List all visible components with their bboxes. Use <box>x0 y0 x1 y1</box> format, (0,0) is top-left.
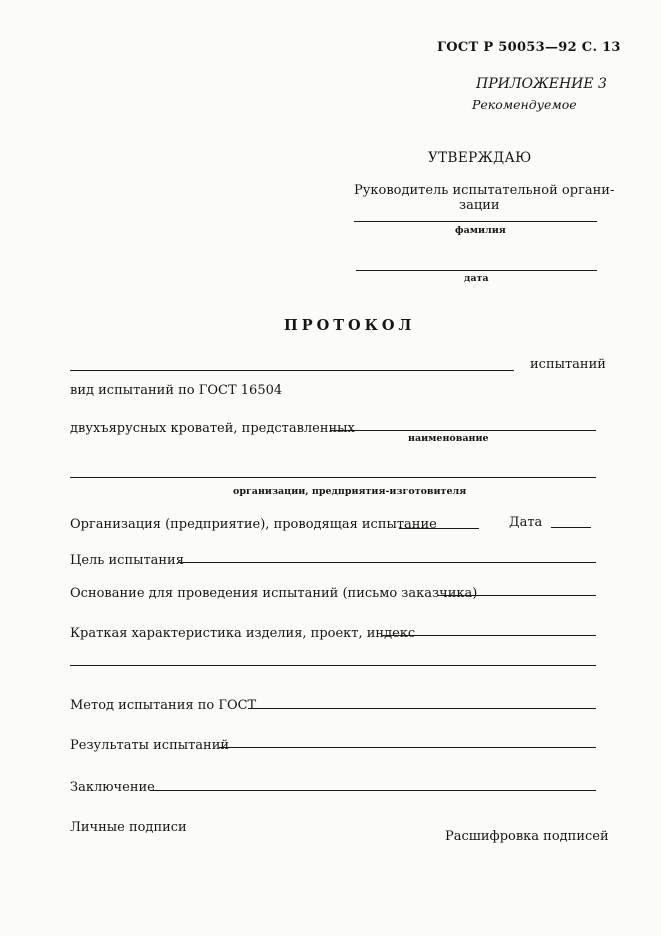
date-label: Дата <box>509 515 543 530</box>
test-date-line[interactable] <box>551 527 591 528</box>
results-line[interactable] <box>219 747 596 748</box>
conclusion-label: Заключение <box>70 780 155 795</box>
surname-caption: фамилия <box>455 225 506 236</box>
recommended-label: Рекомендуемое <box>472 97 577 112</box>
results-label: Результаты испытаний <box>70 738 230 753</box>
protocol-title: ПРОТОКОЛ <box>284 317 416 334</box>
head-title-line1: Руководитель испытательной органи- <box>354 183 615 198</box>
beds-label: двухъярусных кроватей, представленных <box>70 421 355 436</box>
basis-line[interactable] <box>438 595 596 596</box>
standard-number: ГОСТ Р 50053—92 С. 13 <box>437 40 621 55</box>
signatures-label: Личные подписи <box>70 820 187 835</box>
characteristics-label: Краткая характеристика изделия, проект, индекс <box>70 626 416 641</box>
method-line[interactable] <box>248 708 596 709</box>
purpose-label: Цель испытания <box>70 553 184 568</box>
signature-decoding-label: Расшифровка подписей <box>445 829 609 844</box>
name-caption: наименование <box>408 433 489 444</box>
organization-caption: организации, предприятия-изготовителя <box>233 486 467 497</box>
tests-blank-line[interactable] <box>70 370 514 371</box>
head-title-line2: зации <box>459 198 500 213</box>
conducting-org-line[interactable] <box>399 528 479 529</box>
surname-line[interactable] <box>354 221 597 222</box>
product-name-line[interactable] <box>330 430 596 431</box>
date-caption: дата <box>464 273 489 284</box>
approve-heading: УТВЕРЖДАЮ <box>428 150 532 166</box>
tests-word: испытаний <box>530 357 606 372</box>
characteristics-line-2[interactable] <box>70 665 596 666</box>
conducting-org-label: Организация (предприятие), проводящая испытание <box>70 517 437 532</box>
test-type-label: вид испытаний по ГОСТ 16504 <box>70 383 283 398</box>
basis-label: Основание для проведения испытаний (письмо заказчика) <box>70 586 478 601</box>
conclusion-line[interactable] <box>150 790 596 791</box>
method-label: Метод испытания по ГОСТ <box>70 698 257 713</box>
manufacturer-line[interactable] <box>70 477 596 478</box>
purpose-line[interactable] <box>178 562 596 563</box>
date-line[interactable] <box>356 270 597 271</box>
characteristics-line[interactable] <box>382 635 596 636</box>
appendix-label: ПРИЛОЖЕНИЕ 3 <box>476 76 607 92</box>
